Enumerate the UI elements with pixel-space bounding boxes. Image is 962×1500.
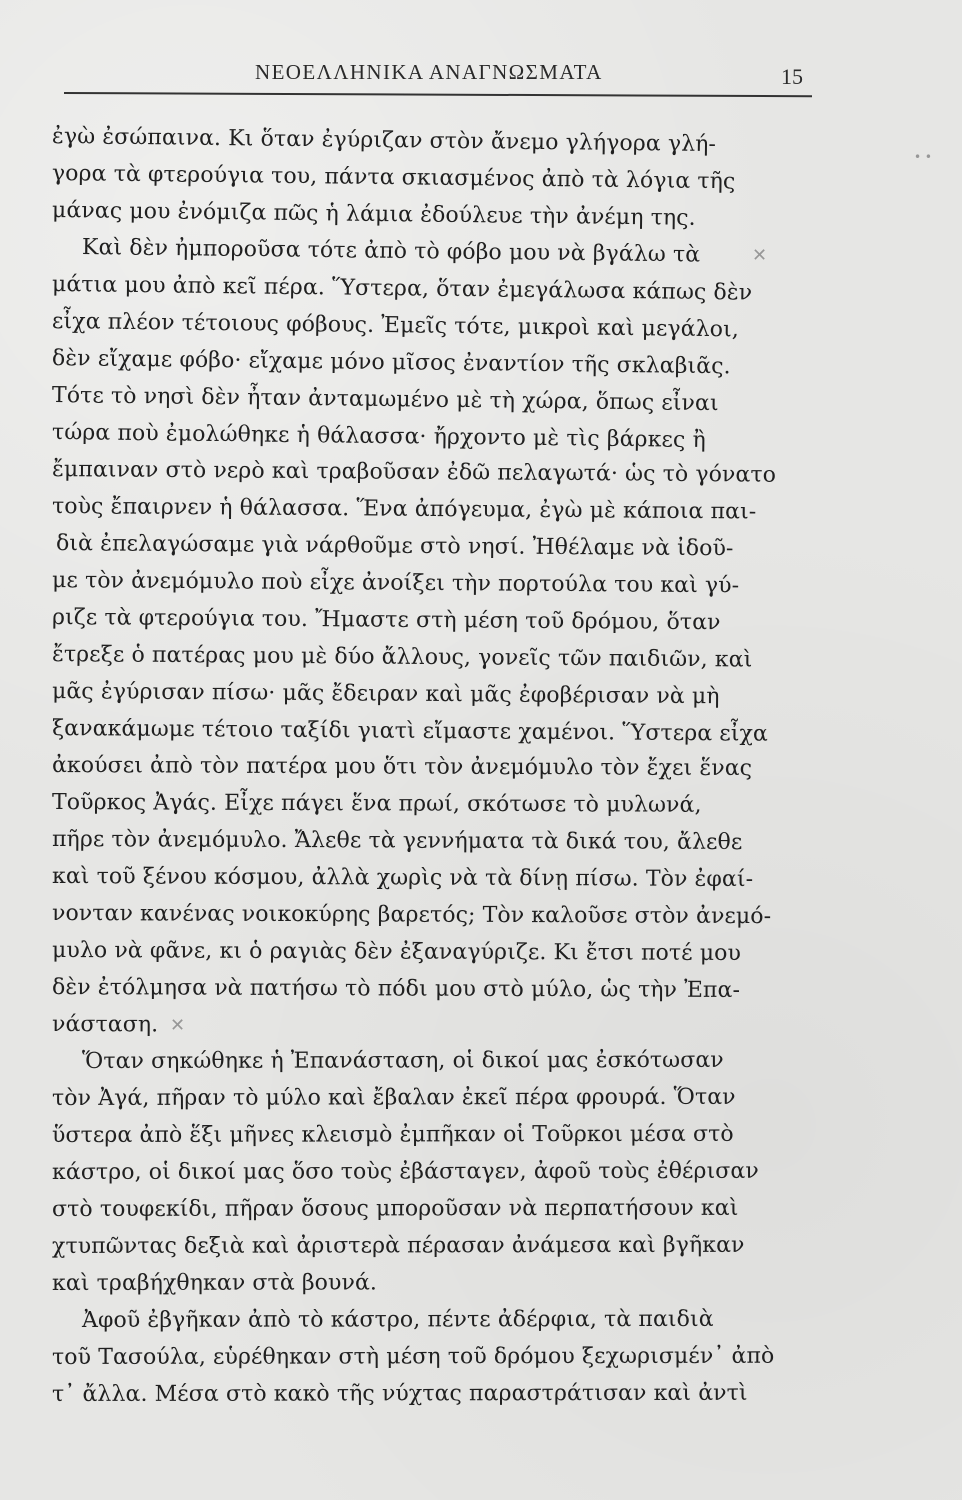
text-line: με τὸν ἀνεμόμυλο ποὺ εἶχε ἀνοίξει τὴν πορτούλα του καὶ γύ- <box>51 568 740 599</box>
text-line: δὲν ἐτόλμησα νὰ πατήσω τὸ πόδι μου στὸ μύλο, ὡς τὴν Ἐπα- <box>51 975 741 1004</box>
text-line: ὕστερα ἀπὸ ἕξι μῆνες κλεισμὸ ἐμπῆκαν οἱ Τοῦρκοι μέσα στὸ <box>51 1121 734 1148</box>
text-line: μάτια μου ἀπὸ κεῖ πέρα. Ὕστερα, ὅταν ἐμεγάλωσα κάπως δὲν <box>51 272 753 306</box>
pencil-mark-icon: ✕ <box>752 245 768 266</box>
text-line: πῆρε τὸν ἀνεμόμυλο. Ἄλεθε τὰ γεννήματα τὰ δικά του, ἄλεθε <box>51 827 743 856</box>
text-line: καὶ τραβήχθηκαν στὰ βουνά. <box>51 1270 378 1296</box>
text-line: μᾶς ἐγύρισαν πίσω· μᾶς ἔδειραν καὶ μᾶς ἐφοβέρισαν νὰ μὴ <box>51 679 720 710</box>
text-line: τοὺς ἔπαιρνεν ἡ θάλασσα. Ἕνα ἀπόγευμα, ἐγὼ μὲ κάποια παι- <box>51 494 757 525</box>
text-line: ἔμπαιναν στὸ νερὸ καὶ τραβοῦσαν ἐδῶ πελαγωτά· ὡς τὸ γόνατο <box>51 457 777 488</box>
text-line: χτυπῶντας δεξιὰ καὶ ἀριστερὰ πέρασαν ἀνάμεσα καὶ βγῆκαν <box>51 1232 745 1259</box>
text-line: τοῦ Τασούλα, εὑρέθηκαν στὴ μέση τοῦ δρόμου ξεχωρισμέν᾽ ἀπὸ <box>51 1343 775 1370</box>
text-line: Καὶ δὲν ἠμποροῦσα τότε ἀπὸ τὸ φόβο μου νὰ βγάλω τὰ <box>81 235 701 268</box>
text-line: Τοῦρκος Ἀγάς. Εἶχε πάγει ἕνα πρωί, σκότωσε τὸ μυλωνά, <box>51 790 702 818</box>
text-line: νάσταση. <box>51 1012 159 1038</box>
text-line: μυλο νὰ φᾶνε, κι ὁ ραγιὰς δὲν ἐξαναγύριζε. Κι ἔτσι ποτέ μου <box>51 938 742 967</box>
margin-dot-icon: • • <box>914 150 932 164</box>
text-line: καὶ τοῦ ξένου κόσμου, ἀλλὰ χωρὶς νὰ τὰ δίνῃ πίσω. Τὸν ἐφαί- <box>51 864 754 893</box>
text-line: τ᾽ ἄλλα. Μέσα στὸ κακὸ τῆς νύχτας παραστράτισαν καὶ ἀντὶ <box>51 1380 748 1407</box>
text-line: Τότε τὸ νησὶ δὲν ἦταν ἀνταμωμένο μὲ τὴ χώρα, ὅπως εἶναι <box>51 383 719 417</box>
text-line: Ἀφοῦ ἐβγῆκαν ἀπὸ τὸ κάστρο, πέντε ἀδέρφια, τὰ παιδιὰ <box>81 1306 714 1333</box>
text-line: Ὅταν σηκώθηκε ἡ Ἐπανάσταση, οἱ δικοί μας ἐσκότωσαν <box>81 1047 724 1074</box>
text-line: δὲν εἴχαμε φόβο· εἴχαμε μόνο μῖσος ἐναντίον τῆς σκλαβιᾶς. <box>51 346 731 380</box>
text-line: ριζε τὰ φτερούγια του. Ἤμαστε στὴ μέση τοῦ δρόμου, ὅταν <box>51 605 721 636</box>
text-line: μάνας μου ἐνόμιζα πῶς ἡ λάμια ἐδούλευε τὴν ἀνέμη της. <box>51 198 696 231</box>
text-line: κάστρο, οἱ δικοί μας ὅσο τοὺς ἐβάσταγεν, ἀφοῦ τοὺς ἐθέρισαν <box>51 1158 759 1185</box>
text-line: διὰ ἐπελαγώσαμε γιὰ νάρθοῦμε στὸ νησί. Ἠθέλαμε νὰ ἰδοῦ- <box>55 531 734 562</box>
page-header <box>0 54 962 94</box>
running-title: ΝΕΟΕΛΛΗΝΙΚΑ ΑΝΑΓΝΩΣΜΑΤΑ <box>255 60 603 84</box>
text-line: ἀκούσει ἀπὸ τὸν πατέρα μου ὅτι τὸν ἀνεμόμυλο τὸν ἔχει ἕνας <box>51 753 753 782</box>
text-line: τὸν Ἀγά, πῆραν τὸ μύλο καὶ ἔβαλαν ἐκεῖ πέρα φρουρά. Ὅταν <box>51 1084 736 1111</box>
text-line: νονταν κανένας νοικοκύρης βαρετός; Τὸν καλοῦσε στὸν ἀνεμό- <box>51 901 772 930</box>
page-number: 15 <box>781 64 803 89</box>
text-line: τώρα ποὺ ἐμολώθηκε ἡ θάλασσα· ἤρχοντο μὲ τὶς βάρκες ἢ <box>51 420 706 453</box>
text-line: ἔτρεξε ὁ πατέρας μου μὲ δύο ἄλλους, γονεῖς τῶν παιδιῶν, καὶ <box>51 642 753 673</box>
text-line: εἶχα πλέον τέτοιους φόβους. Ἐμεῖς τότε, μικροὶ καὶ μεγάλοι, <box>51 309 740 343</box>
pencil-mark-icon: ✕ <box>170 1015 186 1036</box>
text-line: ἐγὼ ἐσώπαινα. Κι ὅταν ἐγύριζαν στὸν ἄνεμο γλήγορα γλή- <box>51 124 717 158</box>
text-line: γορα τὰ φτερούγια του, πάντα σκιασμένος ἀπὸ τὰ λόγια τῆς <box>51 161 736 195</box>
text-line: στὸ τουφεκίδι, πῆραν ὅσους μποροῦσαν νὰ περπατήσουν καὶ <box>51 1195 739 1222</box>
text-line: ξανακάμωμε τέτοιο ταξίδι γιατὶ εἴμαστε χαμένοι. Ὕστερα εἶχα <box>51 716 769 747</box>
